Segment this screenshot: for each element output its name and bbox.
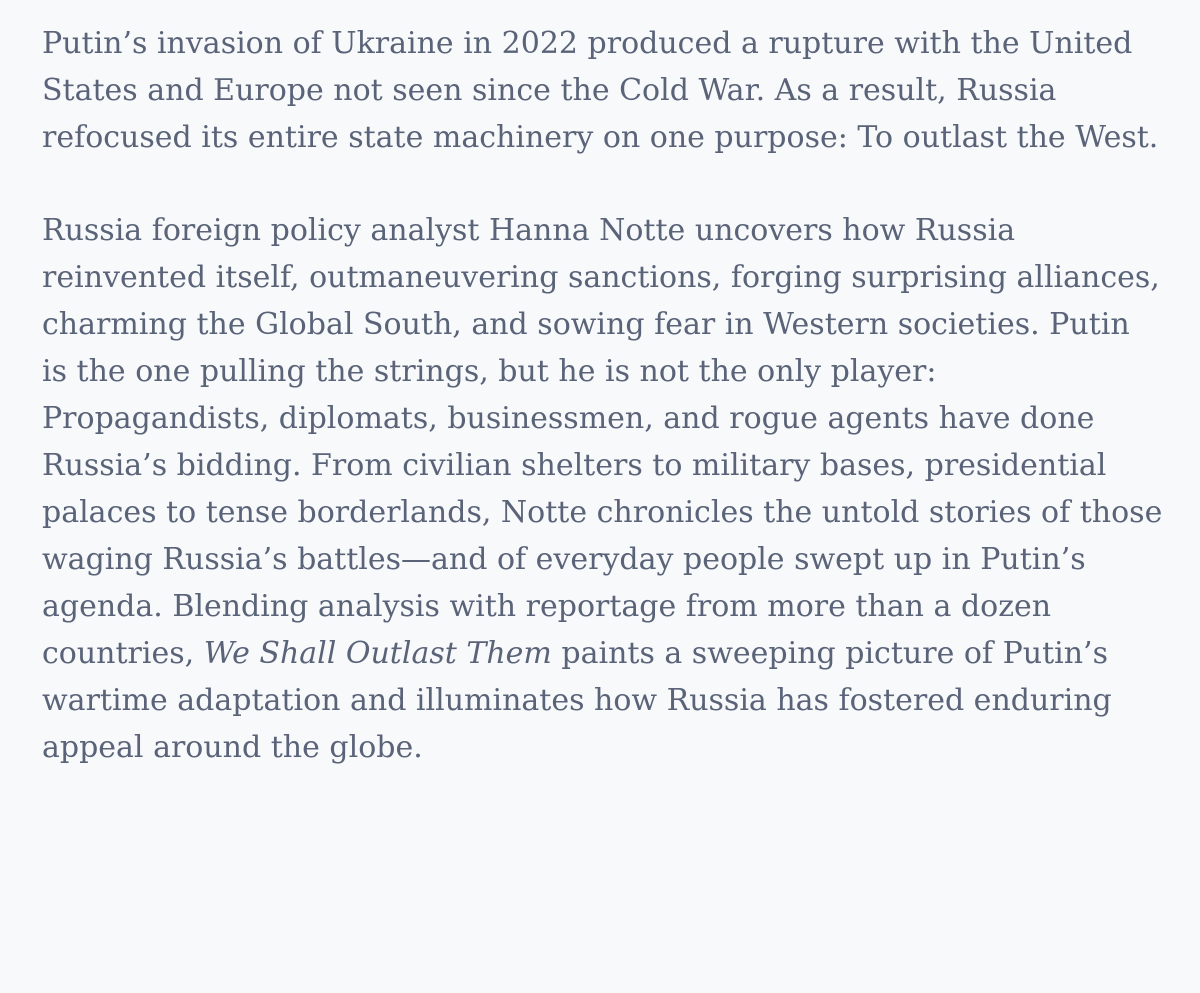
text-line: is the one pulling the strings, but he is not the only player: xyxy=(42,354,937,389)
text-fragment: paints a sweeping picture of Putin’s xyxy=(551,636,1108,671)
paragraph-spacer xyxy=(42,161,1182,207)
text-line: charming the Global South, and sowing fear in Western societies. Putin xyxy=(42,307,1130,342)
text-line: agenda. Blending analysis with reportage from more than a dozen xyxy=(42,589,1052,624)
paragraph-synopsis xyxy=(42,207,1182,771)
text-fragment: countries, xyxy=(42,636,204,671)
text-line: Putin’s invasion of Ukraine in 2022 produced a rupture with the United xyxy=(42,26,1133,61)
text-line: reinvented itself, outmaneuvering sanctions, forging surprising alliances, xyxy=(42,260,1160,295)
text-line: refocused its entire state machinery on one purpose: To outlast the West. xyxy=(42,120,1159,155)
book-description xyxy=(42,20,1182,771)
text-line: waging Russia’s battles—and of everyday people swept up in Putin’s xyxy=(42,542,1086,577)
text-line: Propagandists, diplomats, businessmen, and rogue agents have done xyxy=(42,401,1095,436)
text-line: appeal around the globe. xyxy=(42,730,423,765)
text-line: Russia foreign policy analyst Hanna Notte uncovers how Russia xyxy=(42,213,1016,248)
text-line-with-title xyxy=(42,630,1182,677)
book-title: We Shall Outlast Them xyxy=(203,636,552,671)
text-line: wartime adaptation and illuminates how Russia has fostered enduring xyxy=(42,683,1112,718)
text-line: States and Europe not seen since the Cold War. As a result, Russia xyxy=(42,73,1057,108)
text-line: palaces to tense borderlands, Notte chronicles the untold stories of those xyxy=(42,495,1163,530)
paragraph-intro xyxy=(42,20,1182,161)
text-line: Russia’s bidding. From civilian shelters to military bases, presidential xyxy=(42,448,1107,483)
